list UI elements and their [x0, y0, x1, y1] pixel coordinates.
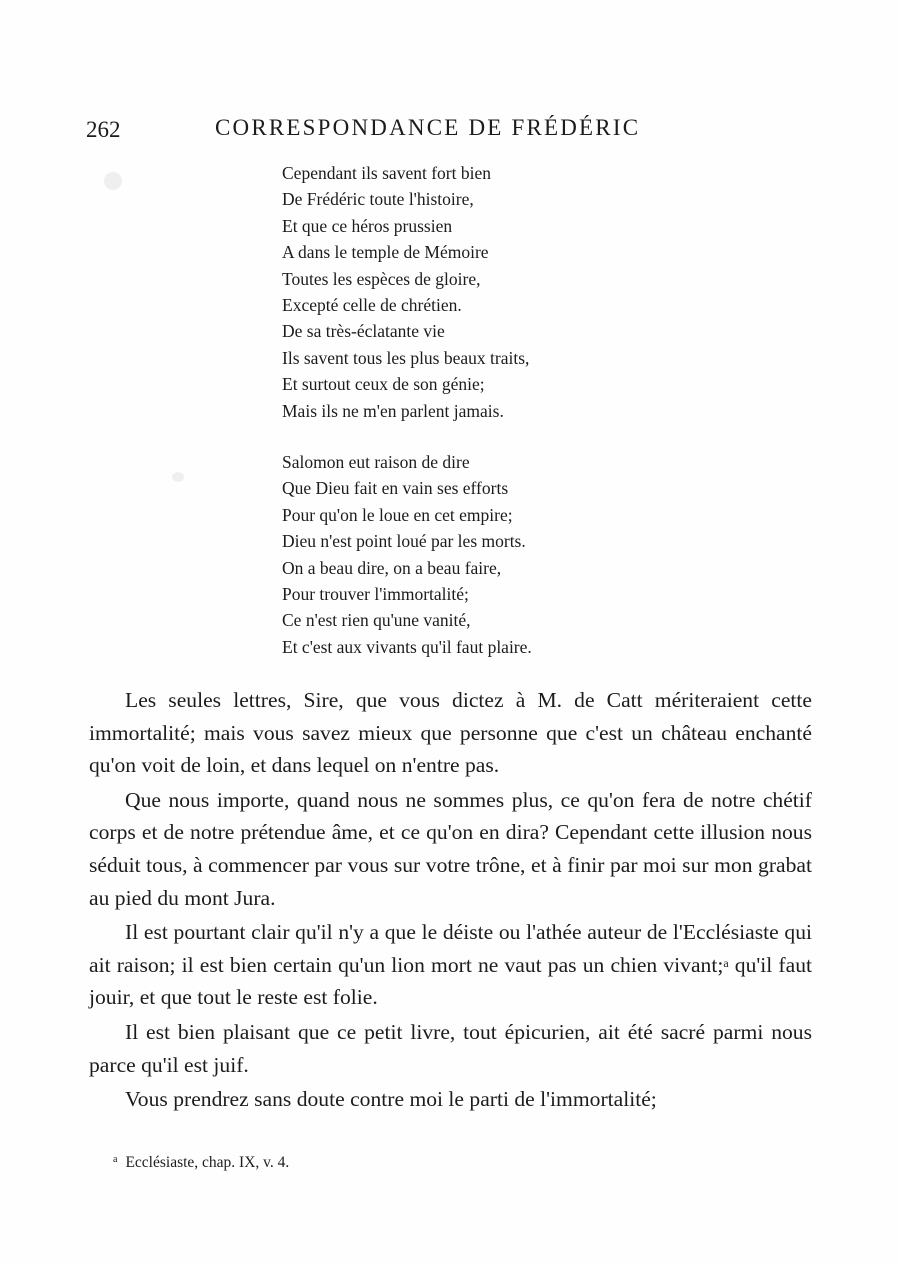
verse-line: Cependant ils savent fort bien — [282, 163, 491, 183]
page-header — [86, 113, 686, 145]
verse-line: Excepté celle de chrétien. — [282, 295, 462, 316]
paragraph: Vous prendrez sans doute contre moi le parti de l'immortalité; — [125, 1087, 657, 1112]
verse-line: Que Dieu fait en vain ses efforts — [282, 478, 509, 499]
poem-stanza — [282, 160, 529, 424]
verse-line: Salomon eut raison de dire — [282, 452, 470, 472]
verse-line: Et surtout ceux de son génie; — [282, 374, 485, 395]
verse-line: Toutes les espèces de gloire, — [282, 268, 481, 289]
verse-line: Mais ils ne m'en parlent jamais. — [282, 400, 504, 421]
verse-line: Ce n'est rien qu'une vanité, — [282, 610, 471, 631]
paper-speck — [104, 172, 122, 190]
paper-speck — [172, 472, 184, 482]
verse-line: Ils savent tous les plus beaux traits, — [282, 347, 530, 368]
verse-line: Dieu n'est point loué par les morts. — [282, 531, 526, 552]
verse-line: De Frédéric toute l'histoire, — [282, 189, 474, 210]
verse-line: Pour qu'on le loue en cet empire; — [282, 504, 513, 525]
verse-line: Et c'est aux vivants qu'il faut plaire. — [282, 636, 532, 657]
footnote — [113, 1154, 289, 1172]
paragraph-text: Il est pourtant clair qu'il n'y a que le déiste ou l'athée auteur de l'Ecclésiaste qui ait raison; il est bien certain qu'un lion mort ne vaut pas un chien vivant; — [89, 920, 812, 977]
verse-line: De sa très-éclatante vie — [282, 321, 445, 342]
verse-line: Et que ce héros prussien — [282, 215, 453, 236]
paragraph — [89, 916, 812, 1014]
running-title: CORRESPONDANCE DE FRÉDÉRIC — [215, 115, 641, 140]
paragraph-text: qu'il faut jouir, et que tout le reste est folie. — [89, 952, 812, 1010]
verse-line: Pour trouver l'immortalité; — [282, 584, 469, 605]
footnote-text: Ecclésiaste, chap. IX, v. 4. — [125, 1154, 290, 1171]
footnote-reference[interactable]: a — [723, 955, 729, 970]
verse-line: A dans le temple de Mémoire — [282, 242, 489, 263]
footnote-mark: a — [113, 1154, 118, 1165]
page-number: 262 — [86, 117, 121, 142]
body-text — [89, 684, 812, 1116]
paragraph: Les seules lettres, Sire, que vous dictez à M. de Catt mériteraient cette immortalité; mais vous savez mieux que personne que c'est un château enchanté qu'on voit de loin, et dans lequel on n'entre pas. — [89, 688, 812, 778]
paragraph: Que nous importe, quand nous ne sommes plus, ce qu'on fera de notre chétif corps et de notre prétendue âme, et ce qu'on en dira? Cependant cette illusion nous séduit tous, à commencer par vous sur votre trône, et à finir par moi sur mon grabat au pied du mont Jura. — [89, 787, 812, 910]
poem-stanza — [282, 449, 532, 660]
paragraph: Il est bien plaisant que ce petit livre, tout épicurien, ait été sacré parmi nous parce qu'il est juif. — [89, 1019, 812, 1077]
verse-line: On a beau dire, on a beau faire, — [282, 557, 502, 578]
